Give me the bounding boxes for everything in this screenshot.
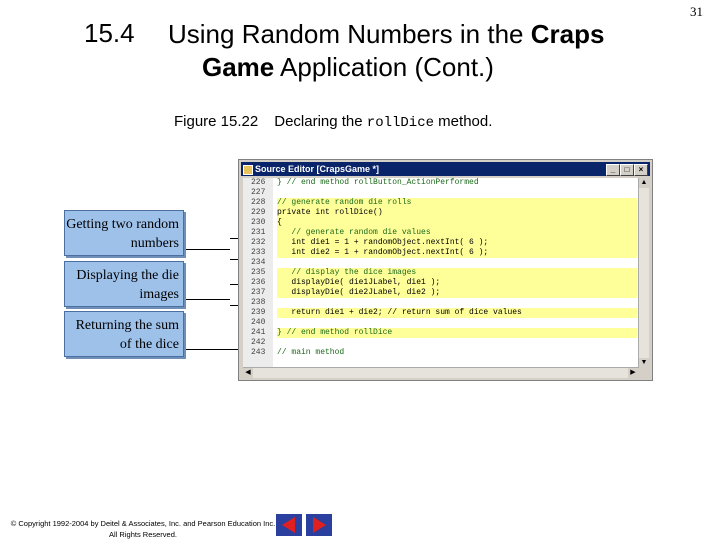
- scroll-left-icon[interactable]: ◀: [243, 368, 253, 378]
- code-line[interactable]: [277, 318, 637, 328]
- source-editor-window: [238, 159, 653, 381]
- caption-text: Declaring the: [274, 113, 367, 130]
- callout-random-numbers: Getting two random numbers: [64, 210, 184, 256]
- line-number: 227: [251, 188, 266, 197]
- caption-code: rollDice: [366, 115, 435, 131]
- slide-title: [168, 18, 668, 84]
- callout-die-images: Displaying the die images: [64, 261, 184, 307]
- line-number: 242: [251, 338, 266, 347]
- line-number: 236: [251, 278, 266, 287]
- line-number: 237: [251, 288, 266, 297]
- code-line[interactable]: displayDie( die2JLabel, die2 );: [277, 288, 637, 298]
- code-line[interactable]: displayDie( die1JLabel, die1 );: [277, 278, 637, 288]
- code-line[interactable]: // generate random die rolls: [277, 198, 637, 208]
- code-line[interactable]: return die1 + die2; // return sum of dice values: [277, 308, 637, 318]
- code-line[interactable]: int die2 = 1 + randomObject.nextInt( 6 );: [277, 248, 637, 258]
- code-line[interactable]: // display the dice images: [277, 268, 637, 278]
- horizontal-scrollbar[interactable]: [243, 367, 638, 378]
- code-line[interactable]: [277, 298, 637, 308]
- title-line-2: [168, 51, 668, 84]
- scroll-down-icon[interactable]: ▼: [640, 359, 648, 366]
- caption-figure-label: Figure 15.22: [174, 113, 259, 130]
- window-title: Source Editor [CrapsGame *]: [255, 164, 380, 174]
- line-number: 230: [251, 218, 266, 227]
- line-number: 235: [251, 268, 266, 277]
- line-number-gutter: [243, 178, 273, 368]
- slide-number: 31: [690, 4, 703, 19]
- code-line[interactable]: [277, 338, 637, 348]
- code-line[interactable]: int die1 = 1 + randomObject.nextInt( 6 );: [277, 238, 637, 248]
- line-number: 241: [251, 328, 266, 337]
- copyright-notice: © Copyright 1992-2004 by Deitel & Associates, Inc. and Pearson Education Inc. All Rights Reserved.: [10, 519, 276, 539]
- caption-suffix: method.: [434, 113, 493, 130]
- line-number: 226: [251, 178, 266, 187]
- code-line[interactable]: private int rollDice(): [277, 208, 637, 218]
- line-number: 240: [251, 318, 266, 327]
- line-number: 232: [251, 238, 266, 247]
- code-area[interactable]: [277, 178, 637, 358]
- line-number: 231: [251, 228, 266, 237]
- line-number: 229: [251, 208, 266, 217]
- title-text-2: Application (Cont.): [274, 52, 494, 82]
- code-line[interactable]: [277, 188, 637, 198]
- previous-slide-icon: [282, 517, 295, 533]
- callout-return-sum: Returning the sum of the dice: [64, 311, 184, 357]
- line-number: 228: [251, 198, 266, 207]
- next-slide-button[interactable]: [306, 514, 332, 536]
- title-bold-game: Game: [202, 52, 275, 82]
- line-number: 238: [251, 298, 266, 307]
- previous-slide-button[interactable]: [276, 514, 302, 536]
- editor-app-icon: [243, 165, 253, 175]
- title-text-1: Using Random Numbers in the: [168, 19, 531, 49]
- code-line[interactable]: [277, 258, 637, 268]
- code-line[interactable]: } // end method rollButton_ActionPerformed: [277, 178, 479, 187]
- line-number: 243: [251, 348, 266, 357]
- next-slide-icon: [313, 517, 326, 533]
- code-line[interactable]: } // end method rollDice: [277, 328, 637, 338]
- connector-line-1: [186, 249, 230, 250]
- vertical-scrollbar[interactable]: [638, 178, 649, 368]
- close-icon[interactable]: ×: [634, 164, 648, 176]
- minimize-icon[interactable]: _: [606, 164, 620, 176]
- code-line[interactable]: // main method: [277, 348, 345, 357]
- line-number: 234: [251, 258, 266, 267]
- connector-line-2: [186, 299, 230, 300]
- section-number: 15.4: [84, 18, 135, 48]
- code-line[interactable]: // generate random die values: [277, 228, 637, 238]
- maximize-icon[interactable]: □: [620, 164, 634, 176]
- code-editor[interactable]: [243, 178, 638, 368]
- line-number: 233: [251, 248, 266, 257]
- window-titlebar[interactable]: [241, 162, 650, 176]
- scroll-up-icon[interactable]: ▲: [640, 179, 648, 186]
- title-bold-craps: Craps: [530, 19, 605, 49]
- scroll-right-icon[interactable]: ▶: [628, 368, 638, 378]
- code-line[interactable]: {: [277, 218, 637, 228]
- figure-caption: [174, 113, 492, 131]
- line-number: 239: [251, 308, 266, 317]
